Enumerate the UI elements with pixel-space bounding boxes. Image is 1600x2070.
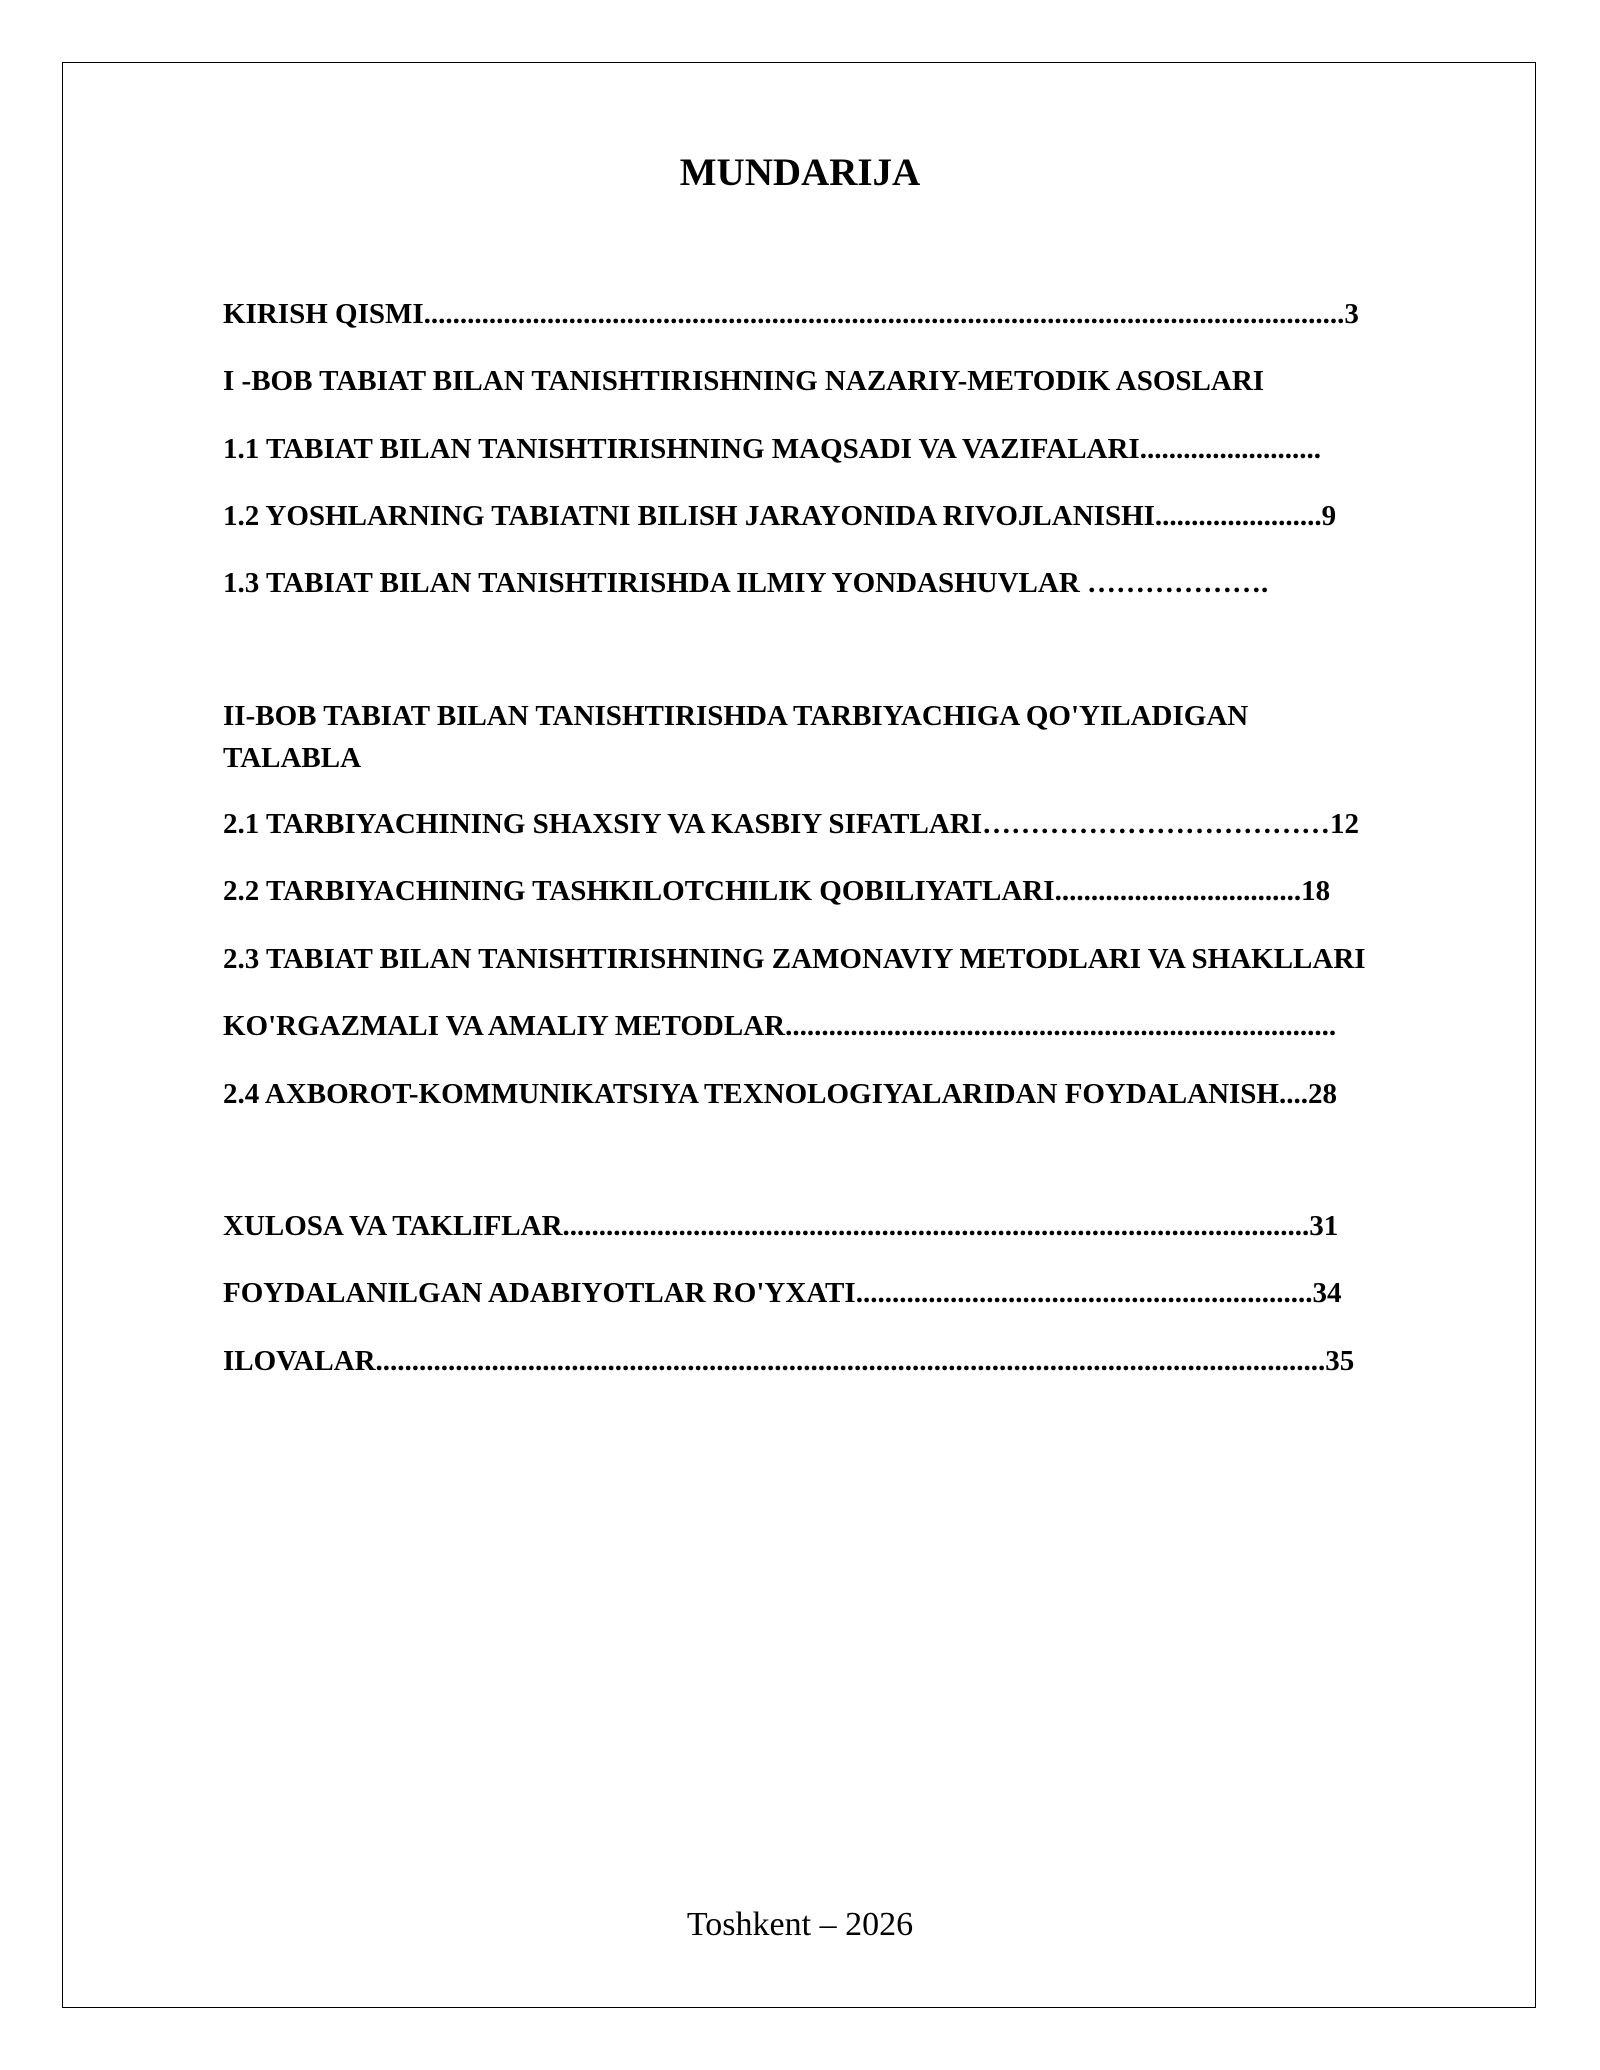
toc-entry-chapter-1: I -BOB TABIAT BILAN TANISHTIRISHNING NAZARIY-METODIK ASOSLARI <box>223 365 1265 397</box>
toc-entry-korgazmali: KO'RGAZMALI VA AMALIY METODLAR............................................................................ <box>223 1010 1337 1042</box>
toc-entry-kirish: KIRISH QISMI...............................................................................................................................3 <box>223 298 1359 330</box>
toc-entry-1-1: 1.1 TABIAT BILAN TANISHTIRISHNING MAQSADI VA VAZIFALARI......................... <box>223 433 1321 465</box>
toc-entry-2-4: 2.4 AXBOROT-KOMMUNIKATSIYA TEXNOLOGIYALARIDAN FOYDALANISH....28 <box>223 1078 1337 1110</box>
toc-entry-2-2: 2.2 TARBIYACHINING TASHKILOTCHILIK QOBILIYATLARI..................................18 <box>223 875 1331 907</box>
toc-entry-2-1: 2.1 TARBIYACHINING SHAXSIY VA KASBIY SIFATLARI………………………………12 <box>223 808 1360 840</box>
toc-entry-1-2: 1.2 YOSHLARNING TABIATNI BILISH JARAYONIDA RIVOJLANISHI.......................9 <box>223 500 1337 532</box>
page-title: MUNDARIJA <box>679 151 921 194</box>
footer-city-year: Toshkent – 2026 <box>686 1906 914 1943</box>
toc-entry-1-3: 1.3 TABIAT BILAN TANISHTIRISHDA ILMIY YONDASHUVLAR ………………. <box>223 567 1269 599</box>
toc-entry-chapter-2: II-BOB TABIAT BILAN TANISHTIRISHDA TARBIYACHIGA QO'YILADIGAN TALABLA <box>223 700 1249 774</box>
toc-entry-adabiyotlar: FOYDALANILGAN ADABIYOTLAR RO'YXATI...............................................................34 <box>223 1277 1342 1309</box>
toc-entry-xulosa: XULOSA VA TAKLIFLAR.......................................................................................................31 <box>223 1210 1339 1242</box>
toc-entry-2-3: 2.3 TABIAT BILAN TANISHTIRISHNING ZAMONAVIY METODLARI VA SHAKLLARI <box>223 943 1366 975</box>
toc-entry-ilovalar: ILOVALAR...................................................................................................................................35 <box>223 1345 1355 1377</box>
